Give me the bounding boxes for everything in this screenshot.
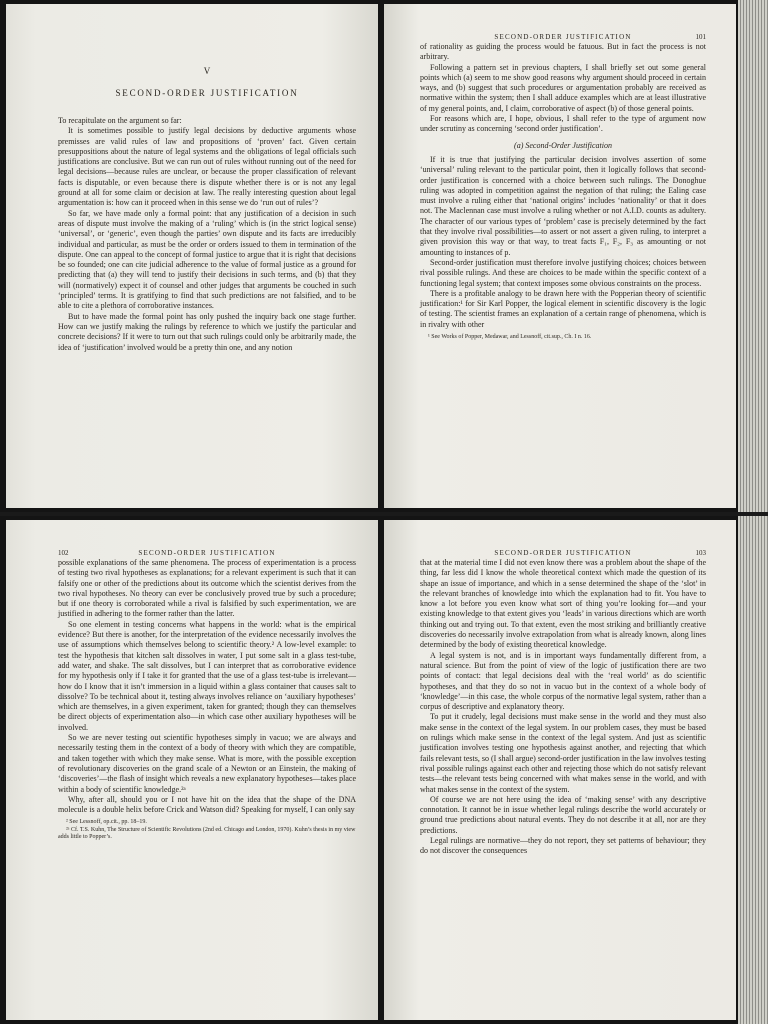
footnote: ¹ See Works of Popper, Medawar, and Lessnoff, cit.sup., Ch. I n. 16.: [428, 334, 592, 341]
page-edges: [738, 0, 768, 512]
paragraph: So far, we have made only a formal point: that any justification of a decision in such areas of dispute must involve the making of a ‘ruling’ which is (in the strict logical sense) ‘universal’, or ‘generic’, even though the parties’ own dispute and its facts are irreducibly individual and particular, as must be the order or orders issued to them in termination of the dispute. One can appeal to the concept of formal justice to argue that it is right that decisions be so founded; one can cite judicial adherence to the value of formal justice as a ground for predicting that (a) they will tend to justify their decisions in such terms, and (b) that they will (normatively) expect it of counsel and other judges that arguments be couched in such ‘principled’ terms. It is gratifying to find that such predictions are not falsified, and to be able to cite a plethora of corroborative instances.: [58, 208, 356, 311]
page-100-body: [58, 116, 356, 353]
running-head: [58, 548, 356, 558]
paragraph: To put it crudely, legal decisions must make sense in the world and they must also make sense in the context of the legal system. In our problem cases, they must be based on rulings which make sense in the context of the legal system. And just as scientific justification involves testing one hypothesis against another, and rejecting that which fails relevant tests, so (I shall argue) second-order justification in the law involves testing rival possible rulings against each other and rejecting those which do not satisfy relevant tests—the relevant tests being concerned with what makes sense in the world, and with what makes sense in the context of the system.: [420, 712, 706, 794]
running-head-text: SECOND-ORDER JUSTIFICATION: [138, 549, 276, 557]
page-edges: [738, 516, 768, 1024]
paragraph: It is sometimes possible to justify legal decisions by deductive arguments whose premisses are valid rules of law and propositions of ‘proven’ fact. Given certain presuppositions about the nature of legal systems and the obligations of legal officials such justifications are conclusive. But we can run out of rules without running out of the need for legal decisions—because rules are unclear, or because the proper classification of relevant facts is disputable, or even because there is dispute whether there is or is not any legal ground at all for some claim or decision at law. The really interesting question about legal argumentation is: how can it proceed when in this sense we do ‘run out of rules’?: [58, 126, 356, 208]
chapter-title: SECOND-ORDER JUSTIFICATION: [115, 88, 299, 98]
paragraph: So one element in testing concerns what happens in the world: what is the empirical evidence? But there is another, for the interpretation of the evidence necessarily involves the use of assumptions which themselves belong to scientific theory.² A low-level example: to test the hypothesis that kitchen salt dissolves in water, I put some salt in a glass test-tube, add water, and shake. The salt dissolves, but I can interpret that as corroborative evidence for my hypothesis only if I take it for granted that the use of a glass test-tube is irrelevant—how do I know that it isn’t immersion in a liquid within a glass container that causes salt to dissolve? To be technical about it, testing always involves reliance on ‘auxiliary hypotheses’ which are themselves, in a given experiment, taken for granted; though they can themselves be direct objects of experimentation also—in which case other auxiliary hypotheses will be involved.: [58, 619, 356, 732]
bottom-spread: [0, 516, 768, 1024]
page-number: 103: [695, 549, 706, 557]
running-head: [420, 548, 706, 558]
paragraph: To recapitulate on the argument so far:: [58, 116, 182, 125]
page-101: [384, 4, 736, 508]
paragraph: Legal rulings are normative—they do not report, they set patterns of behaviour; they do not discover the consequences: [420, 836, 706, 856]
page-number: 102: [58, 549, 69, 557]
page-100: [6, 4, 378, 508]
page-101-body: [420, 42, 706, 330]
running-head: [420, 32, 706, 42]
paragraph: If it is true that justifying the particular decision involves assertion of some ‘universal’ ruling relevant to the particular point, then it logically follows that second-order justification is concerned with a choice between such rulings. The Donoghue ruling was adopted in competition against the negation of that ruling; the Ealing case must involve a ruling either that ‘national origins’ includes ‘nationality’ or that it does not. The Maclennan case must involve a ruling whether or not A.I.D. counts as adultery. The character of our various types of ‘problem’ case is precisely determined by the fact that they involve rival possibilities—to assert or not assert a given ruling, to interpret a given provision this way or that way, to treat facts F₁, F₂, F₃ as amounting or not amounting to instances of p.: [420, 154, 706, 257]
footnotes: [420, 334, 706, 342]
footnotes: [58, 819, 356, 842]
paragraph: For reasons which are, I hope, obvious, I shall refer to the type of argument now under scrutiny as concerning ‘second order justification’.: [420, 114, 706, 134]
running-head-text: SECOND-ORDER JUSTIFICATION: [494, 549, 632, 557]
paragraph: But to have made the formal point has only pushed the inquiry back one stage further. How can we justify making the rulings by reference to which we justify the particular and concrete decisions? If it were to turn out that such rulings could only be arbitrarily made, the idea of ‘justification’ involved would be a pretty thin one, and any notion: [58, 311, 356, 352]
footnote: ² See Lessnoff, op.cit., pp. 18–19.: [66, 819, 147, 826]
page-102: [6, 520, 378, 1020]
page-number: 101: [695, 33, 706, 41]
page-103-body: [420, 558, 706, 857]
page-102-body: [58, 558, 356, 815]
page-103: [384, 520, 736, 1020]
paragraph: A legal system is not, and is in important ways fundamentally different from, a natural science. But from the point of view of the logic of justification there are two points of contact: that legal decisions deal with the ‘real world’ as do scientific hypotheses, and that they do so not in vacuo but in the context of a whole body of ‘knowledge’—in this case, the whole corpus of the normative legal system, rather than a corpus of descriptive and explanatory theory.: [420, 650, 706, 712]
paragraph: possible explanations of the same phenomena. The process of experimentation is a process of testing two rival hypotheses as explanations; for a relevant experiment is such that it can falsify one or other of the predictions about its outcome which the scientist derives from the two rival hypotheses. No theory can ever be conclusively proved true by such a procedure; but if one theory is corroborated while a rival is falsified by such experimentation, we are justified in adhering to the former rather than the latter.: [58, 558, 356, 619]
running-head-text: SECOND-ORDER JUSTIFICATION: [494, 33, 632, 41]
paragraph: Second-order justification must therefore involve justifying choices; choices between rival possible rulings. And these are choices to be made within the specific context of a functioning legal system; that context imposes some obvious constraints on the process.: [420, 257, 706, 288]
footnote: ²ᵃ Cf. T.S. Kuhn, The Structure of Scientific Revolutions (2nd ed. Chicago and London, 1970). Kuhn’s thesis in my view adds little to Popper’s.: [58, 826, 356, 841]
chapter-number: V: [203, 66, 211, 76]
paragraph: So we are never testing out scientific hypotheses simply in vacuo; we are always and necessarily testing them in the context of a body of theory with which they are compatible, and taken together with which they make sense. What is more, with the possible exception of revolutionary discoveries on the grand scale of a Newton or an Einstein, the making of ‘discoveries’—the flash of insight which reveals a new explanatory hypotheses—takes place within a body of scientific knowledge.²ᵃ: [58, 733, 356, 794]
section-heading: (a) Second-Order Justification: [514, 140, 612, 150]
paragraph: There is a profitable analogy to be drawn here with the Popperian theory of scientific justification:¹ for Sir Karl Popper, the logical element in scientific discovery is the logic of testing. The scientist frames an explanation of a certain range of phenomena, which is in rivalry with other: [420, 288, 706, 329]
paragraph: Of course we are not here using the idea of ‘making sense’ with any descriptive connotation. It cannot be in issue whether legal rulings describe the world accurately or ground true predictions about natural events. They do not describe it at all, nor are they predictions.: [420, 794, 706, 835]
paragraph: Why, after all, should you or I not have hit on the idea that the shape of the DNA molecule is a double helix before Crick and Watson did? Speaking for myself, I can only say: [58, 794, 356, 815]
paragraph: Following a pattern set in previous chapters, I shall briefly set out some general points which (a) seem to me show good reasons why argument should proceed in certain ways, and (b) suggest that such procedures or argumentation probably are received as normative within the system; then I shall adduce examples which are at least illustrative of my general points, and, I claim, corroborative of aspect (b) of those general points.: [420, 62, 706, 113]
paragraph: that at the material time I did not even know there was a problem about the shape of the thing, far less did I know the whole theoretical context which made the question of its shape an issue of importance, and which in a sense determined the shape of the ‘slot’ in the relevant branches of knowledge into which the explanation had to fit. You have to know a lot before you even know what sort of thing you’re looking for—and your existing knowledge to that extent gives you ‘leads’ in various directions which are worth thinking out and trying out. To that extent, even the most striking and brilliantly creative discoveries do necessarily involve extrapolation from what is already known, along lines determined by the body of existing theoretical knowledge.: [420, 558, 706, 650]
paragraph: of rationality as guiding the process would be fatuous. But in fact the process is not arbitrary.: [420, 42, 706, 62]
